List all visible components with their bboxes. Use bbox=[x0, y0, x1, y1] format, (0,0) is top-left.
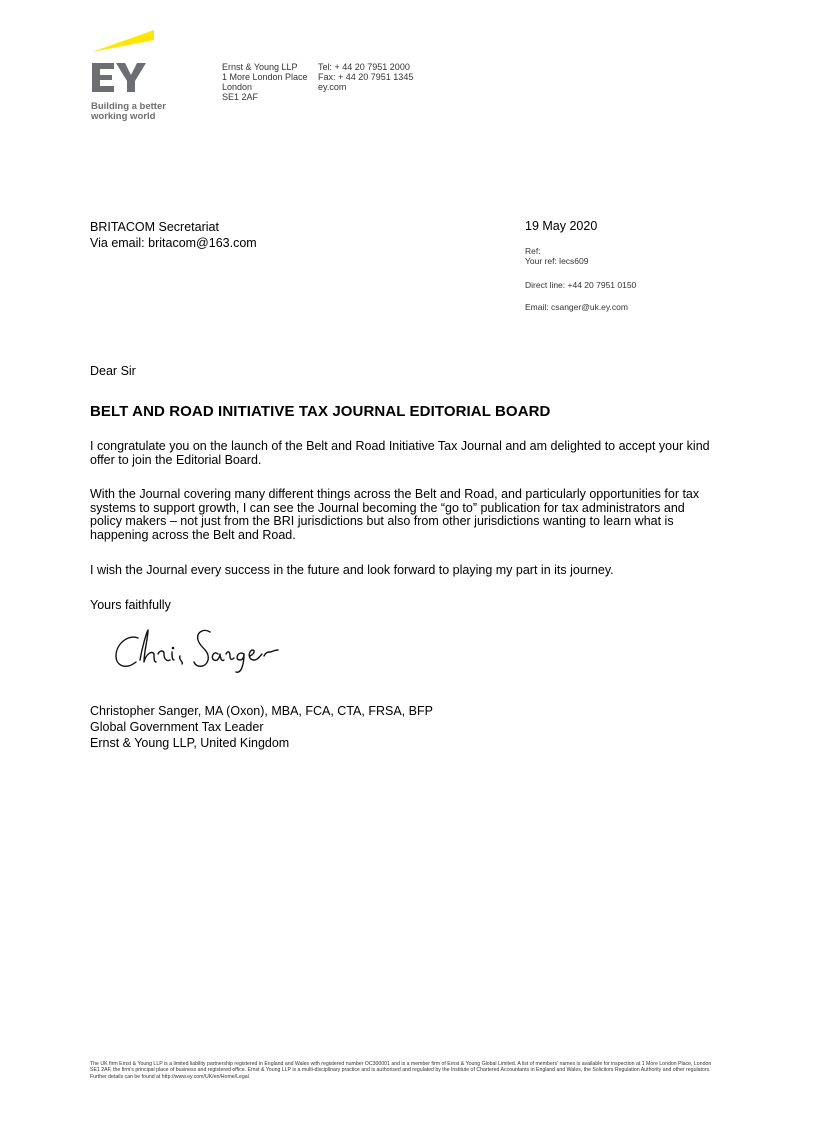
ref-label: Ref: bbox=[525, 246, 541, 256]
ey-logo-icon bbox=[90, 30, 156, 96]
handwritten-signature bbox=[110, 620, 300, 680]
direct-line: Direct line: +44 20 7951 0150 bbox=[525, 280, 637, 290]
recipient-block bbox=[90, 220, 257, 251]
firm-fax: Fax: + 44 20 7951 1345 bbox=[318, 72, 414, 82]
firm-address-line2: London bbox=[222, 82, 253, 92]
tagline-line2: working world bbox=[91, 111, 156, 122]
salutation: Dear Sir bbox=[90, 364, 136, 378]
recipient-name: BRITACOM Secretariat bbox=[90, 220, 219, 234]
letter-heading: BELT AND ROAD INITIATIVE TAX JOURNAL EDITORIAL BOARD bbox=[90, 403, 551, 420]
signatory-title: Global Government Tax Leader bbox=[90, 720, 264, 734]
paragraph-1: I congratulate you on the launch of the Belt and Road Initiative Tax Journal and am delighted to accept your kind offer to join the Editorial Board. bbox=[90, 439, 710, 467]
tagline-line1: Building a better bbox=[91, 101, 166, 112]
legal-footer: The UK firm Ernst & Young LLP is a limited liability partnership registered in England and Wales with registered number OC300001 and is a member firm of Ernst & Young Global Limited. A list of members' names is available for inspection at 1 More London Place, London SE1 2AF, the firm's principal place of business and registered office. Ernst & Young LLP is a multi-disciplinary practice and is authorised and regulated by the Institute of Chartered Accountants in England and Wales, the Solicitors Regulation Authority and other regulators. Further details can be found at http://www.ey.com/UK/en/Home/Legal. bbox=[90, 1061, 712, 1080]
signatory-block bbox=[90, 703, 433, 751]
your-ref: Your ref: lecs609 bbox=[525, 256, 589, 266]
letter-date: 19 May 2020 bbox=[525, 219, 598, 233]
signatory-company: Ernst & Young LLP, United Kingdom bbox=[90, 736, 290, 750]
paragraph-2: With the Journal covering many different things across the Belt and Road, and particularly opportunities for tax systems to support growth, I can see the Journal becoming the “go to” publication for tax administrators and policy makers – not just from the BRI jurisdictions but also from other jurisdictions wanting to learn what is happening across the Belt and Road. bbox=[90, 487, 700, 542]
signatory-name: Christopher Sanger, MA (Oxon), MBA, FCA, CTA, FRSA, BFP bbox=[90, 704, 433, 718]
firm-address-line1: 1 More London Place bbox=[222, 72, 308, 82]
reference-block bbox=[525, 246, 636, 312]
contact-email: Email: csanger@uk.ey.com bbox=[525, 302, 628, 312]
ey-logo bbox=[90, 30, 180, 125]
closing: Yours faithfully bbox=[90, 598, 171, 612]
firm-name: Ernst & Young LLP bbox=[222, 62, 298, 72]
recipient-email: Via email: britacom@163.com bbox=[90, 235, 257, 250]
firm-tel: Tel: + 44 20 7951 2000 bbox=[318, 62, 410, 72]
paragraph-3: I wish the Journal every success in the future and look forward to playing my part in its journey. bbox=[90, 563, 614, 577]
firm-website: ey.com bbox=[318, 82, 347, 92]
logo-tagline bbox=[91, 102, 191, 122]
firm-postcode: SE1 2AF bbox=[222, 92, 259, 102]
